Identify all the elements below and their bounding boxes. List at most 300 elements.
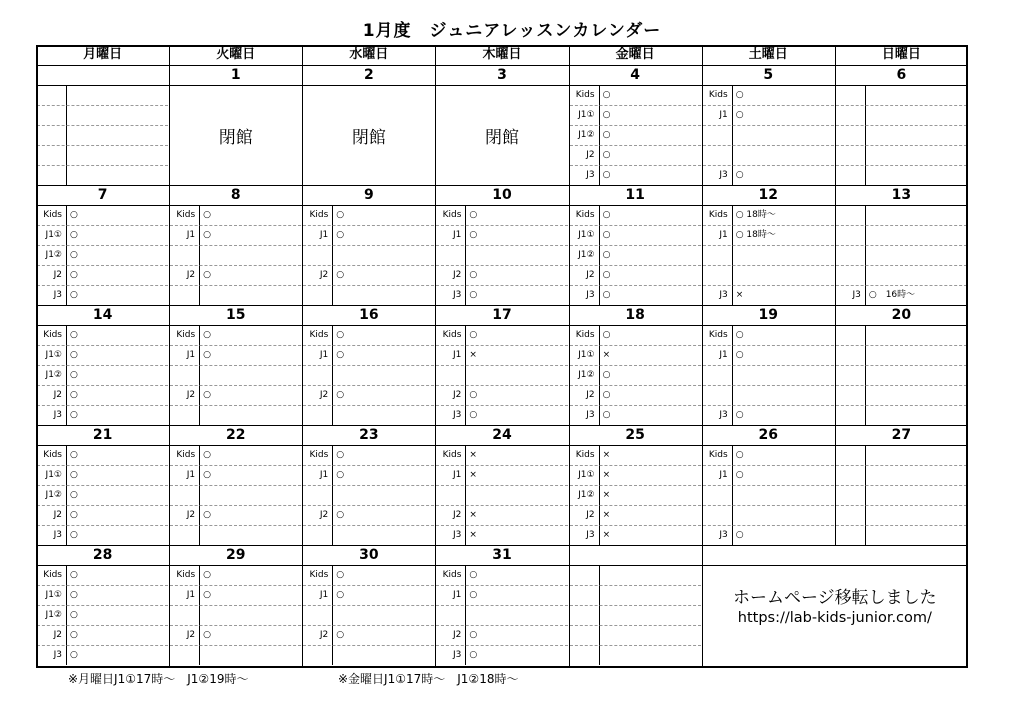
availability-mark: ○ [70, 630, 78, 640]
row-divider [303, 245, 434, 246]
grid-line [332, 205, 333, 305]
date-number: 24 [492, 427, 512, 443]
date-number: 14 [92, 307, 113, 323]
availability-mark: ○ [70, 490, 78, 500]
availability-mark: ○ [70, 610, 78, 620]
row-divider [836, 405, 967, 406]
row-divider [703, 245, 834, 246]
lesson-class-label: J2 [586, 150, 595, 160]
row-divider [703, 505, 834, 506]
grid-line [435, 45, 436, 668]
lesson-class-label: J2 [586, 270, 595, 280]
availability-mark: ○ 18時～ [735, 210, 776, 220]
lesson-class-label: Kids [43, 330, 62, 340]
date-number: 6 [896, 67, 907, 83]
lesson-class-label: Kids [442, 570, 462, 580]
row-divider [303, 405, 434, 406]
row-divider [37, 165, 168, 166]
date-number: 5 [763, 67, 774, 83]
availability-mark: ○ [602, 110, 611, 120]
grid-line [36, 65, 968, 66]
lesson-class-label: J1① [578, 350, 595, 360]
row-divider [303, 365, 434, 366]
lesson-class-label: Kids [708, 330, 728, 340]
availability-mark: ○ [70, 650, 78, 660]
lesson-class-label: J2 [453, 510, 462, 520]
lesson-class-label: J2 [186, 390, 196, 400]
date-number: 27 [891, 427, 912, 443]
row-divider [703, 365, 834, 366]
weekday-header: 木曜日 [482, 47, 522, 62]
date-number: 2 [363, 67, 374, 83]
lesson-class-label: J1 [186, 470, 196, 480]
closed-label: 閉館 [484, 128, 519, 148]
lesson-class-label: J2 [53, 390, 62, 400]
grid-line [169, 45, 170, 668]
lesson-class-label: J1 [319, 470, 329, 480]
grid-line [36, 205, 968, 206]
availability-mark: ○ [469, 630, 478, 640]
availability-mark: ○ [336, 350, 345, 360]
availability-mark: ○ [735, 90, 744, 100]
row-divider [303, 525, 434, 526]
availability-mark: ○ [602, 150, 611, 160]
lesson-class-label: J2 [586, 510, 595, 520]
date-number: 7 [97, 187, 108, 203]
availability-mark: ○ [203, 390, 211, 400]
row-divider [170, 245, 301, 246]
availability-mark: × [469, 450, 477, 460]
grid-line [599, 565, 600, 665]
availability-mark: ○ [602, 130, 611, 140]
lesson-class-label: J3 [453, 410, 462, 420]
lesson-class-label: Kids [708, 450, 728, 460]
lesson-class-label: J3 [53, 410, 62, 420]
lesson-class-label: J3 [586, 410, 595, 420]
relocation-notice [702, 545, 968, 626]
grid-line [865, 85, 866, 185]
row-divider [836, 225, 967, 226]
lesson-class-label: J1 [719, 230, 728, 240]
lesson-class-label: J1① [578, 230, 595, 240]
lesson-class-label: J2 [186, 270, 196, 280]
availability-mark: ○ [469, 570, 478, 580]
grid-line [599, 325, 600, 425]
availability-mark: ○ [469, 270, 478, 280]
row-divider [303, 645, 434, 646]
grid-line [332, 445, 333, 545]
lesson-class-label: J1① [45, 350, 62, 360]
lesson-class-label: Kids [43, 210, 62, 220]
availability-mark: ○ 18時～ [735, 230, 776, 240]
lesson-class-label: J1 [453, 470, 462, 480]
availability-mark: ○ [70, 530, 78, 540]
availability-mark: ○ [70, 210, 78, 220]
row-divider [570, 605, 701, 606]
availability-mark: ○ [336, 630, 345, 640]
availability-mark: ○ [469, 230, 478, 240]
date-number: 28 [92, 547, 113, 563]
lesson-class-label: Kids [43, 570, 62, 580]
row-divider [836, 385, 967, 386]
row-divider [170, 365, 301, 366]
lesson-class-label: J2 [53, 510, 62, 520]
notice-message: ホームページ移転しました [733, 588, 937, 608]
lesson-class-label: Kids [43, 450, 62, 460]
availability-mark: ○ [735, 450, 744, 460]
availability-mark: ○ [203, 230, 211, 240]
lesson-class-label: J2 [319, 390, 329, 400]
availability-mark: ○ [203, 470, 211, 480]
lesson-class-label: J2 [586, 390, 595, 400]
row-divider [436, 245, 567, 246]
lesson-class-label: J3 [719, 410, 728, 420]
grid-line [36, 45, 968, 47]
availability-mark: ○ [735, 530, 744, 540]
grid-line [465, 325, 466, 425]
row-divider [836, 125, 967, 126]
availability-mark: ○ [70, 590, 78, 600]
footnote-friday: ※金曜日J1①17時～ J1②18時～ [338, 672, 519, 686]
date-number: 26 [758, 427, 779, 443]
availability-mark: × [469, 530, 477, 540]
grid-line [865, 205, 866, 305]
row-divider [836, 245, 967, 246]
availability-mark: ○ [735, 470, 744, 480]
row-divider [170, 405, 301, 406]
grid-line [66, 565, 67, 665]
date-number: 25 [625, 427, 645, 443]
availability-mark: × [602, 510, 611, 520]
availability-mark: ○ [602, 90, 611, 100]
lesson-class-label: Kids [176, 570, 196, 580]
date-number: 8 [230, 187, 241, 203]
availability-mark: ○ [602, 410, 611, 420]
date-number: 11 [625, 187, 645, 203]
availability-mark: ○ [203, 210, 211, 220]
availability-mark: × [602, 530, 611, 540]
grid-line [36, 666, 968, 668]
availability-mark: ○ [203, 270, 211, 280]
date-number: 16 [359, 307, 379, 323]
grid-line [66, 445, 67, 545]
lesson-class-label: Kids [309, 450, 329, 460]
date-number: 29 [225, 547, 246, 563]
lesson-class-label: J3 [719, 290, 728, 300]
row-divider [303, 485, 434, 486]
grid-line [66, 325, 67, 425]
availability-mark: ○ [336, 470, 345, 480]
lesson-class-label: Kids [442, 450, 462, 460]
availability-mark: ○ [735, 110, 744, 120]
date-number: 19 [758, 307, 779, 323]
lesson-class-label: Kids [442, 330, 462, 340]
lesson-class-label: J1 [319, 350, 329, 360]
grid-line [599, 445, 600, 545]
availability-mark: ○ 16時～ [868, 290, 916, 300]
availability-mark: ○ [336, 510, 345, 520]
row-divider [836, 105, 967, 106]
lesson-class-label: J1② [578, 130, 595, 140]
availability-mark: ○ [469, 650, 478, 660]
availability-mark: ○ [70, 370, 78, 380]
row-divider [170, 645, 301, 646]
lesson-class-label: J1② [45, 490, 62, 500]
row-divider [37, 125, 168, 126]
availability-mark: ○ [203, 570, 211, 580]
lesson-class-label: Kids [575, 330, 595, 340]
row-divider [570, 645, 701, 646]
lesson-class-label: J3 [453, 290, 462, 300]
availability-mark: ○ [336, 330, 345, 340]
lesson-class-label: J1① [578, 110, 595, 120]
date-number: 17 [492, 307, 512, 323]
lesson-class-label: Kids [309, 210, 329, 220]
availability-mark: ○ [602, 290, 611, 300]
availability-mark: ○ [70, 330, 78, 340]
availability-mark: ○ [469, 210, 478, 220]
lesson-class-label: J1 [719, 470, 728, 480]
availability-mark: × [469, 510, 477, 520]
date-number: 30 [359, 547, 379, 563]
page-title: 1月度 ジュニアレッスンカレンダー [362, 21, 662, 41]
row-divider [436, 365, 567, 366]
lesson-class-label: J1② [45, 250, 62, 260]
lesson-class-label: Kids [575, 210, 595, 220]
availability-mark: ○ [735, 170, 744, 180]
availability-mark: ○ [602, 250, 611, 260]
grid-line [36, 305, 968, 306]
grid-line [599, 85, 600, 185]
grid-line [199, 325, 200, 425]
grid-line [36, 45, 38, 668]
lesson-class-label: J3 [586, 170, 595, 180]
availability-mark: ○ [602, 370, 611, 380]
availability-mark: × [602, 470, 611, 480]
date-number: 31 [492, 547, 512, 563]
footnote-monday: ※月曜日J1①17時～ J1②19時～ [68, 672, 249, 686]
grid-line [732, 445, 733, 545]
lesson-class-label: Kids [309, 330, 329, 340]
availability-mark: ○ [469, 590, 478, 600]
lesson-class-label: J2 [319, 510, 329, 520]
grid-line [865, 445, 866, 545]
availability-mark: ○ [336, 230, 345, 240]
grid-line [199, 205, 200, 305]
lesson-class-label: J3 [852, 290, 861, 300]
date-number: 21 [92, 427, 113, 443]
lesson-class-label: J3 [53, 530, 62, 540]
availability-mark: ○ [336, 450, 345, 460]
availability-mark: × [469, 470, 477, 480]
lesson-class-label: J1② [578, 490, 595, 500]
weekday-header: 月曜日 [83, 47, 123, 62]
weekday-header: 日曜日 [881, 47, 921, 62]
row-divider [170, 485, 301, 486]
lesson-class-label: J1② [578, 370, 595, 380]
date-number: 15 [225, 307, 246, 323]
date-number: 20 [891, 307, 912, 323]
lesson-class-label: Kids [708, 210, 728, 220]
row-divider [836, 525, 967, 526]
row-divider [836, 465, 967, 466]
grid-line [199, 565, 200, 665]
availability-mark: ○ [203, 630, 211, 640]
lesson-class-label: J1① [45, 470, 62, 480]
lesson-class-label: J3 [453, 650, 462, 660]
grid-line [332, 565, 333, 665]
grid-line [599, 205, 600, 305]
availability-mark: ○ [203, 510, 211, 520]
row-divider [170, 285, 301, 286]
lesson-class-label: J1② [578, 250, 595, 260]
lesson-class-label: J3 [586, 290, 595, 300]
grid-line [36, 445, 968, 446]
lesson-class-label: J3 [53, 650, 62, 660]
availability-mark: ○ [735, 410, 744, 420]
availability-mark: ○ [336, 270, 345, 280]
row-divider [703, 145, 834, 146]
row-divider [703, 485, 834, 486]
lesson-class-label: Kids [176, 450, 196, 460]
row-divider [836, 485, 967, 486]
availability-mark: ○ [70, 450, 78, 460]
availability-mark: ○ [469, 290, 478, 300]
lesson-class-label: J3 [453, 530, 462, 540]
row-divider [436, 605, 567, 606]
weekday-header: 金曜日 [615, 47, 655, 62]
grid-line [465, 565, 466, 665]
date-number: 22 [225, 427, 246, 443]
lesson-class-label: J1① [45, 230, 62, 240]
row-divider [836, 265, 967, 266]
closed-label: 閉館 [351, 128, 386, 148]
grid-line [732, 85, 733, 185]
row-divider [37, 145, 168, 146]
date-number: 12 [758, 187, 779, 203]
grid-line [36, 325, 968, 326]
grid-line [865, 325, 866, 425]
lesson-class-label: J3 [53, 290, 62, 300]
availability-mark: × [735, 290, 744, 300]
lesson-class-label: J2 [53, 270, 62, 280]
grid-line [465, 445, 466, 545]
row-divider [836, 145, 967, 146]
date-number: 4 [630, 67, 640, 83]
lesson-class-label: J2 [453, 270, 462, 280]
grid-line [569, 45, 570, 668]
grid-line [36, 85, 968, 86]
availability-mark: ○ [469, 330, 478, 340]
row-divider [303, 605, 434, 606]
weekday-header: 火曜日 [216, 47, 256, 62]
lesson-class-label: Kids [176, 210, 196, 220]
lesson-class-label: J1 [319, 230, 329, 240]
lesson-class-label: J2 [186, 510, 196, 520]
availability-mark: ○ [336, 390, 345, 400]
availability-mark: ○ [70, 290, 78, 300]
weekday-header: 土曜日 [748, 47, 788, 62]
availability-mark: ○ [469, 390, 478, 400]
grid-line [36, 185, 968, 186]
availability-mark: ○ [336, 210, 345, 220]
availability-mark: ○ [203, 330, 211, 340]
lesson-class-label: J1① [45, 590, 62, 600]
grid-line [732, 205, 733, 305]
availability-mark: × [469, 350, 477, 360]
availability-mark: ○ [336, 590, 345, 600]
row-divider [570, 625, 701, 626]
lesson-class-label: J2 [319, 630, 329, 640]
lesson-class-label: Kids [575, 450, 595, 460]
grid-line [66, 85, 67, 185]
lesson-class-label: Kids [442, 210, 462, 220]
row-divider [37, 105, 168, 106]
lesson-class-label: J1 [453, 230, 462, 240]
availability-mark: ○ [735, 350, 744, 360]
weekday-header: 水曜日 [349, 47, 389, 62]
lesson-class-label: J3 [719, 170, 728, 180]
row-divider [570, 585, 701, 586]
lesson-class-label: J1 [319, 590, 329, 600]
availability-mark: ○ [70, 270, 78, 280]
grid-line [332, 325, 333, 425]
date-number: 18 [625, 307, 645, 323]
availability-mark: ○ [469, 410, 478, 420]
availability-mark: ○ [602, 170, 611, 180]
lesson-class-label: J1 [186, 350, 196, 360]
date-number: 10 [492, 187, 512, 203]
lesson-class-label: J2 [53, 630, 62, 640]
lesson-class-label: J2 [186, 630, 196, 640]
grid-line [732, 325, 733, 425]
grid-line [36, 425, 968, 426]
availability-mark: × [602, 350, 611, 360]
lesson-class-label: J1 [186, 230, 196, 240]
grid-line [66, 205, 67, 305]
availability-mark: ○ [70, 350, 78, 360]
lesson-class-label: J1 [453, 350, 462, 360]
date-number: 3 [497, 67, 507, 83]
availability-mark: ○ [70, 410, 78, 420]
row-divider [170, 525, 301, 526]
row-divider [703, 265, 834, 266]
notice-url[interactable]: https://lab-kids-junior.com/ [737, 610, 932, 626]
closed-label: 閉館 [218, 128, 253, 148]
availability-mark: ○ [602, 230, 611, 240]
lesson-class-label: Kids [575, 90, 595, 100]
availability-mark: ○ [735, 330, 744, 340]
lesson-class-label: J3 [586, 530, 595, 540]
row-divider [303, 285, 434, 286]
grid-line [302, 45, 303, 668]
lesson-class-label: J1 [186, 590, 196, 600]
lesson-class-label: J1② [45, 370, 62, 380]
row-divider [836, 505, 967, 506]
availability-mark: ○ [70, 470, 78, 480]
lesson-class-label: J1② [45, 610, 62, 620]
lesson-class-label: Kids [708, 90, 728, 100]
availability-mark: ○ [203, 590, 211, 600]
lesson-class-label: J2 [319, 270, 329, 280]
date-number: 23 [359, 427, 379, 443]
availability-mark: ○ [70, 390, 78, 400]
lesson-class-label: J2 [453, 630, 462, 640]
lesson-class-label: Kids [309, 570, 329, 580]
availability-mark: ○ [70, 250, 78, 260]
availability-mark: ○ [70, 570, 78, 580]
availability-mark: ○ [70, 510, 78, 520]
